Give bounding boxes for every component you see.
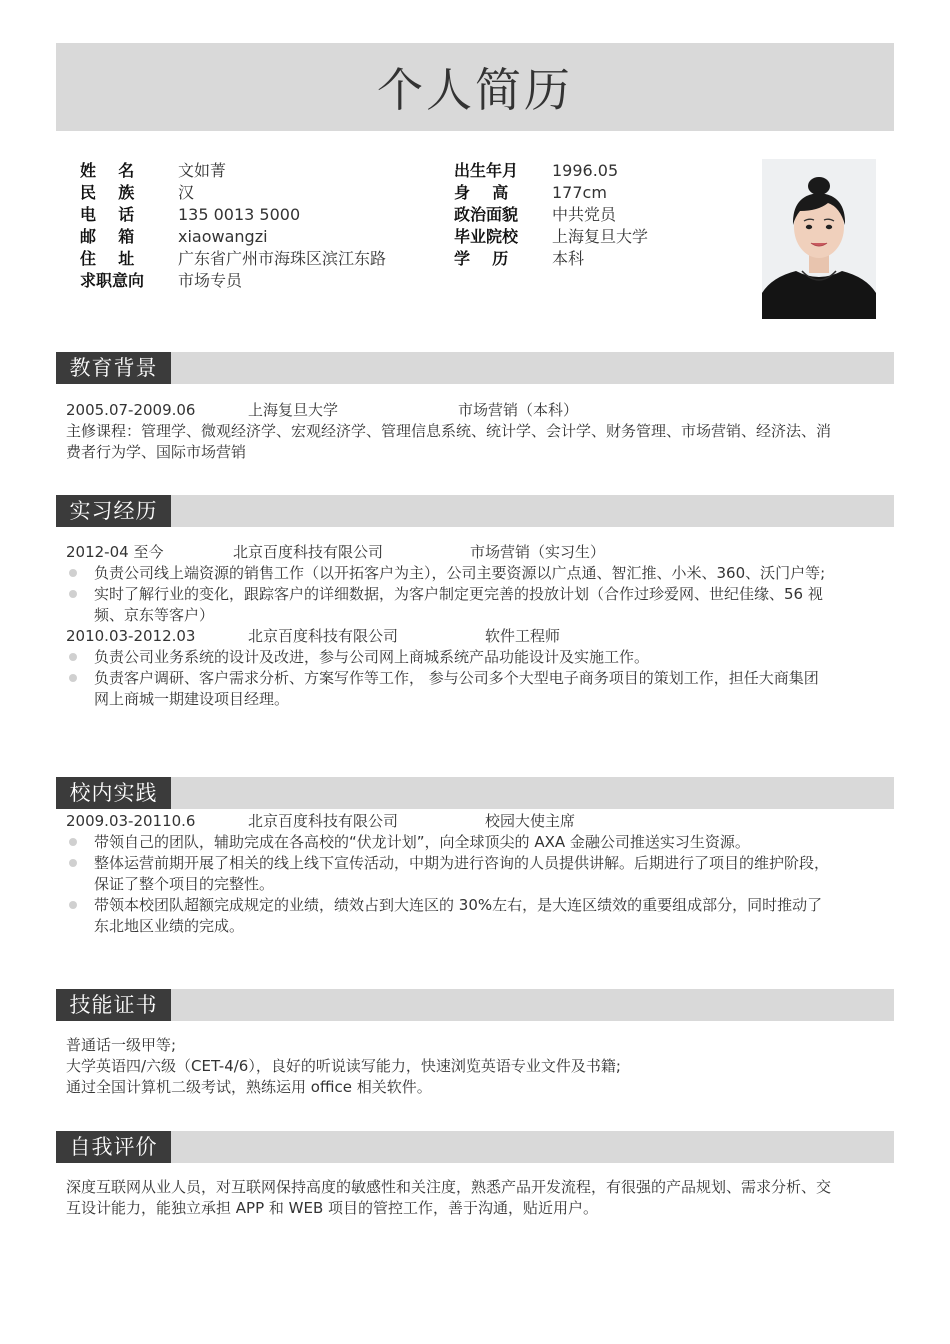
info-value: 广东省广州市海珠区滨江东路: [178, 249, 387, 268]
section-title: 实习经历: [56, 495, 171, 527]
bullet-line: 带领自己的团队，辅助完成在各高校的“伏龙计划”，向全球顶尖的 AXA 金融公司推送实习生资源。: [94, 833, 750, 851]
bullet-item: [66, 832, 884, 853]
self-eval-line: 深度互联网从业人员，对互联网保持高度的敏感性和关注度，熟悉产品开发流程，有很强的产品规划、需求分析、交: [66, 1178, 832, 1196]
info-value: 文如菁: [178, 161, 227, 180]
info-row-ethnicity: [80, 182, 450, 204]
personal-info: [80, 160, 740, 300]
info-row-phone: [80, 204, 450, 226]
section-body: [56, 1021, 894, 1098]
section-header: [56, 495, 894, 527]
skill-line: 普通话一级甲等;: [66, 1036, 177, 1054]
info-value: 135 0013 5000: [178, 205, 301, 224]
info-label: 住 址: [80, 249, 135, 268]
bullet-dot-icon: [69, 569, 77, 577]
bullet-line: 频、京东等客户）: [94, 606, 215, 624]
section-body: [56, 384, 894, 463]
info-value: 市场专员: [178, 271, 243, 290]
info-row-degree: [454, 248, 744, 270]
info-label: 求职意向: [80, 271, 145, 290]
section-body: [56, 809, 894, 937]
bullet-item: [66, 584, 884, 626]
info-label: 电 话: [80, 205, 135, 224]
portrait-image: [762, 159, 876, 319]
info-label: 姓 名: [80, 161, 135, 180]
info-value: 1996.05: [552, 161, 619, 180]
self-eval-section: [56, 1131, 894, 1219]
entry-period: 2005.07-2009.06: [66, 401, 196, 419]
info-value: xiaowangzi: [178, 227, 268, 246]
entry-company: 北京百度科技有限公司: [233, 543, 384, 561]
education-entry-head: [66, 400, 884, 421]
education-section: [56, 352, 894, 463]
section-title: 技能证书: [56, 989, 171, 1021]
bullet-line: 东北地区业绩的完成。: [94, 917, 245, 935]
skills-section: [56, 989, 894, 1098]
bullet-dot-icon: [69, 838, 77, 846]
personal-info-left: [80, 160, 450, 292]
skill-line: 大学英语四/六级（CET-4/6），良好的听说读写能力，快速浏览英语专业文件及书籍;: [66, 1057, 621, 1075]
entry-company: 北京百度科技有限公司: [248, 812, 399, 830]
bullet-item: [66, 853, 884, 895]
info-value: 本科: [552, 249, 585, 268]
section-header: [56, 1131, 894, 1163]
bullet-item: [66, 563, 884, 584]
bullet-item: [66, 647, 884, 668]
section-header: [56, 777, 894, 809]
bullet-line: 保证了整个项目的完整性。: [94, 875, 275, 893]
info-row-political: [454, 204, 744, 226]
info-label: 出生年月: [454, 161, 519, 180]
bullet-line: 带领本校团队超额完成规定的业绩，绩效占到大连区的 30%左右，是大连区绩效的重要组成部分，同时推动了: [94, 896, 823, 914]
info-value: 中共党员: [552, 205, 617, 224]
info-label: 政治面貌: [454, 205, 519, 224]
info-value: 上海复旦大学: [552, 227, 649, 246]
info-row-objective: [80, 270, 450, 292]
self-eval-line: 互设计能力，能独立承担 APP 和 WEB 项目的管控工作，善于沟通，贴近用户。: [66, 1199, 599, 1217]
info-row-school: [454, 226, 744, 248]
bullet-line: 负责公司业务系统的设计及改进，参与公司网上商城系统产品功能设计及实施工作。: [94, 648, 650, 666]
personal-info-right: [454, 160, 744, 270]
section-body: [56, 527, 894, 710]
bullet-line: 网上商城一期建设项目经理。: [94, 690, 290, 708]
section-body: [56, 1163, 894, 1219]
info-label: 民 族: [80, 183, 135, 202]
internship-entry-head: [66, 542, 884, 563]
section-header: [56, 352, 894, 384]
title-bar: [56, 43, 894, 131]
info-row-address: [80, 248, 450, 270]
section-title: 自我评价: [56, 1131, 171, 1163]
entry-role: 软件工程师: [485, 627, 561, 645]
entry-school: 上海复旦大学: [248, 401, 339, 419]
internship-section: [56, 495, 894, 710]
info-value: 177cm: [552, 183, 607, 202]
skill-line: 通过全国计算机二级考试，熟练运用 office 相关软件。: [66, 1078, 432, 1096]
info-label: 学 历: [454, 249, 509, 268]
profile-photo: [762, 159, 876, 319]
section-title: 教育背景: [56, 352, 171, 384]
info-row-height: [454, 182, 744, 204]
bullet-line: 整体运营前期开展了相关的线上线下宣传活动，中期为进行咨询的人员提供讲解。后期进行了项目的维护阶段，: [94, 854, 830, 872]
entry-period: 2009.03-20110.6: [66, 812, 196, 830]
bullet-line: 负责公司线上端资源的销售工作（以开拓客户为主），公司主要资源以广点通、智汇推、小米、360、沃门户等;: [94, 564, 826, 582]
info-label: 毕业院校: [454, 227, 519, 246]
entry-period: 2012-04 至今: [66, 543, 164, 561]
bullet-dot-icon: [69, 653, 77, 661]
bullet-dot-icon: [69, 859, 77, 867]
bullet-dot-icon: [69, 590, 77, 598]
entry-company: 北京百度科技有限公司: [248, 627, 399, 645]
bullet-line: 负责客户调研、客户需求分析、方案写作等工作， 参与公司多个大型电子商务项目的策划工作，担任大商集团: [94, 669, 819, 687]
info-value: 汉: [178, 183, 195, 202]
entry-role: 校园大使主席: [485, 812, 576, 830]
info-label: 身 高: [454, 183, 509, 202]
info-label: 邮 箱: [80, 227, 135, 246]
courses-line: 主修课程：管理学、微观经济学、宏观经济学、管理信息系统、统计学、会计学、财务管理、市场营销、经济法、消: [66, 422, 832, 440]
bullet-item: [66, 668, 884, 710]
info-row-birth: [454, 160, 744, 182]
entry-major: 市场营销（本科）: [458, 401, 579, 419]
campus-section: [56, 777, 894, 937]
entry-role: 市场营销（实习生）: [470, 543, 606, 561]
courses-line: 费者行为学、国际市场营销: [66, 443, 247, 461]
info-row-name: [80, 160, 450, 182]
bullet-item: [66, 895, 884, 937]
page-title: 个人简历: [377, 63, 573, 117]
info-row-email: [80, 226, 450, 248]
section-title: 校内实践: [56, 777, 171, 809]
internship-entry-head: [66, 626, 884, 647]
section-header: [56, 989, 894, 1021]
bullet-dot-icon: [69, 901, 77, 909]
bullet-line: 实时了解行业的变化，跟踪客户的详细数据，为客户制定更完善的投放计划（合作过珍爱网、世纪佳缘、56 视: [94, 585, 823, 603]
campus-entry-head: [66, 811, 884, 832]
entry-period: 2010.03-2012.03: [66, 627, 196, 645]
bullet-dot-icon: [69, 674, 77, 682]
